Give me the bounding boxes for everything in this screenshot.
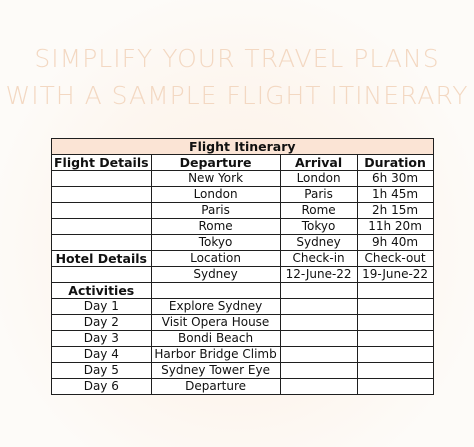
activity-row [52,347,434,363]
table-cell [151,283,280,299]
flight-row-from: Tokyo [151,235,280,251]
flight-row-to: London [280,171,357,187]
activities-label: Activities [52,283,152,299]
flight-row-value: 6h 30m [357,171,433,187]
activity-row-to [280,347,357,363]
flight-row [52,187,434,203]
hotel-checkout-date: 19-June-22 [357,267,433,283]
flight-row-from: London [151,187,280,203]
header-row [52,155,434,171]
table-cell [357,283,433,299]
flight-row-value: 11h 20m [357,219,433,235]
hotel-checkin-date: 12-June-22 [280,267,357,283]
hotel-location-label: Location [151,251,280,267]
activity-row-label: Day 2 [52,315,152,331]
activity-row-label: Day 3 [52,331,152,347]
activity-row-to [280,315,357,331]
headline-line-2: WITH A SAMPLE FLIGHT ITINERARY [5,81,469,110]
activity-row [52,331,434,347]
flight-row [52,235,434,251]
table-cell [52,267,152,283]
activity-row-value [357,315,433,331]
activities-section [52,299,434,395]
flights-section [52,171,434,251]
table-cell [280,283,357,299]
hotel-header-row [52,251,434,267]
activity-row-from: Sydney Tower Eye [151,363,280,379]
flight-row [52,171,434,187]
flight-row-label [52,203,152,219]
flight-row-value: 1h 45m [357,187,433,203]
activity-row-to [280,379,357,395]
flight-row-value: 2h 15m [357,203,433,219]
activity-row-label: Day 1 [52,299,152,315]
activity-row-value [357,379,433,395]
flight-row-label [52,187,152,203]
headline-line-1: SIMPLIFY YOUR TRAVEL PLANS [34,44,440,73]
flight-itinerary-table [51,138,434,395]
flight-row-label [52,171,152,187]
activities-header-row [52,283,434,299]
header-arrival: Arrival [280,155,357,171]
table-title-row [52,139,434,155]
hotel-checkout-label: Check-out [357,251,433,267]
activity-row-label: Day 5 [52,363,152,379]
flight-row-to: Rome [280,203,357,219]
activity-row [52,363,434,379]
activity-row-value [357,347,433,363]
activity-row-from: Visit Opera House [151,315,280,331]
hotel-details-label: Hotel Details [52,251,152,267]
table-title: Flight Itinerary [52,139,434,155]
header-flight-details: Flight Details [52,155,152,171]
flight-row-to: Tokyo [280,219,357,235]
flight-row-from: Paris [151,203,280,219]
flight-row [52,219,434,235]
flight-row-label [52,235,152,251]
activity-row-to [280,299,357,315]
flight-row-from: New York [151,171,280,187]
flight-row-to: Paris [280,187,357,203]
flight-row-to: Sydney [280,235,357,251]
hotel-location: Sydney [151,267,280,283]
activity-row-from: Bondi Beach [151,331,280,347]
header-departure: Departure [151,155,280,171]
flight-row-value: 9h 40m [357,235,433,251]
activity-row-value [357,363,433,379]
hotel-checkin-label: Check-in [280,251,357,267]
activity-row [52,379,434,395]
hotel-row [52,267,434,283]
activity-row-from: Departure [151,379,280,395]
activity-row-label: Day 4 [52,347,152,363]
activity-row-from: Harbor Bridge Climb [151,347,280,363]
activity-row-from: Explore Sydney [151,299,280,315]
flight-row-from: Rome [151,219,280,235]
activity-row-to [280,331,357,347]
activity-row-to [280,363,357,379]
activity-row [52,299,434,315]
activity-row-value [357,299,433,315]
activity-row-value [357,331,433,347]
header-duration: Duration [357,155,433,171]
flight-row [52,203,434,219]
flight-row-label [52,219,152,235]
activity-row [52,315,434,331]
activity-row-label: Day 6 [52,379,152,395]
